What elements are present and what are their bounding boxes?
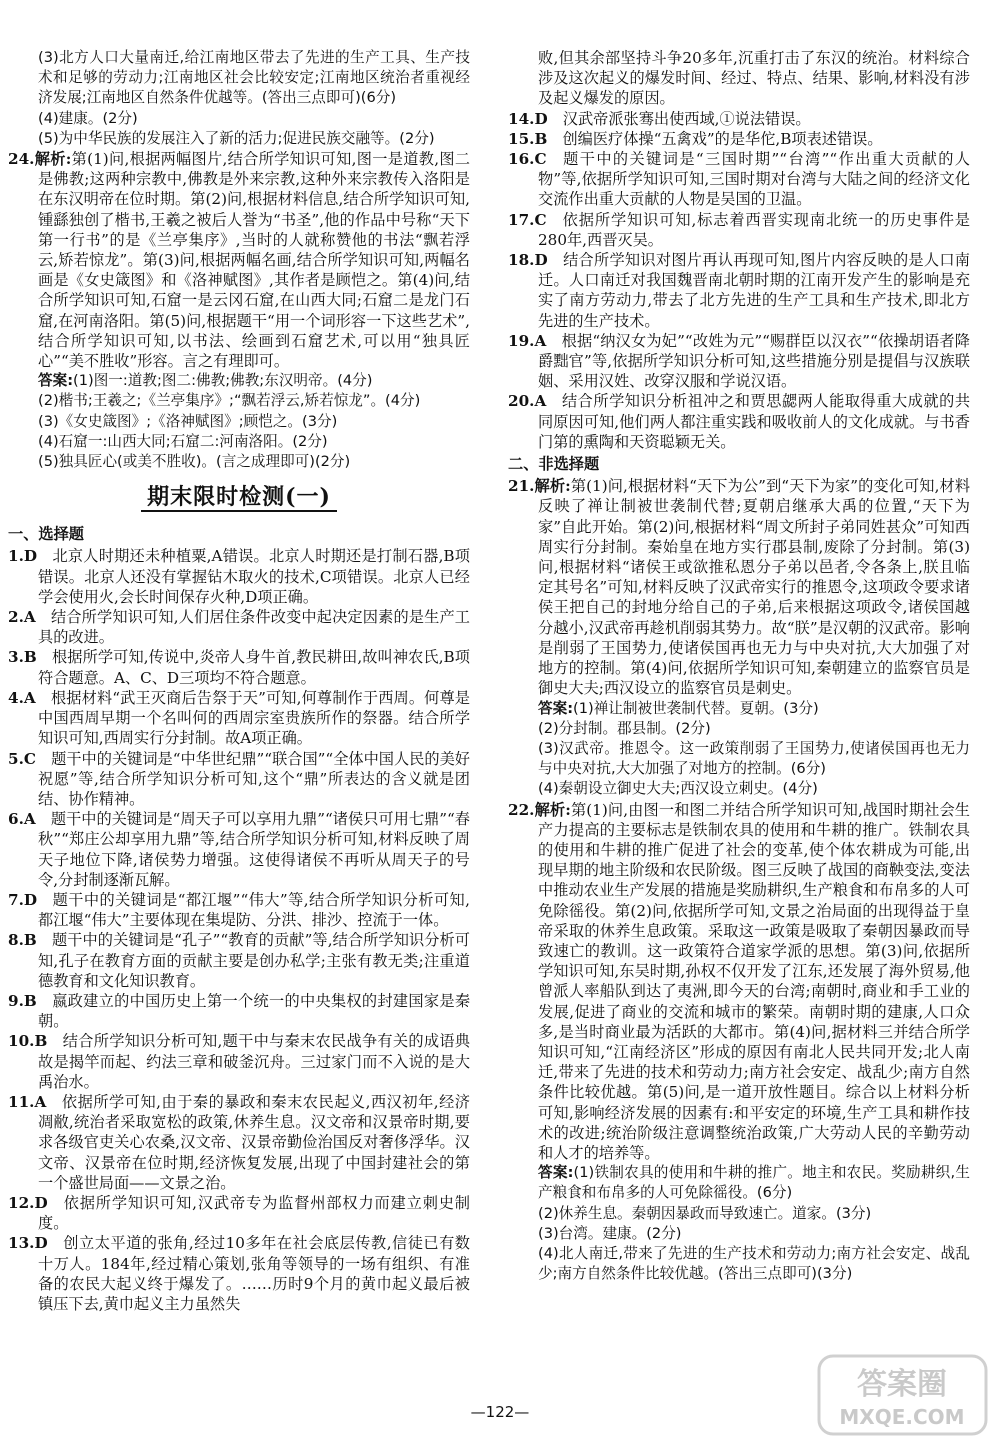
q13-continued: 败,但其余部坚持斗争20多年,沉重打击了东汉的统治。材料综合涉及这次起义的爆发时间、经过、特点、结果、影响,材料没有涉及起义爆发的原因。 <box>538 49 970 108</box>
question-24 <box>8 149 470 472</box>
spacer <box>548 251 563 269</box>
choice-number: 2. <box>8 608 24 627</box>
choice-number: 20. <box>508 392 535 411</box>
answer-line <box>508 779 970 799</box>
answer-text: (4)秦朝设立御史大夫;西汉设立刺史。(4分) <box>538 780 818 798</box>
choice-number: 17. <box>508 210 535 229</box>
answer-label: 答案: <box>538 699 574 717</box>
choice-number: 14. <box>508 109 535 128</box>
choice-answer: D <box>534 109 548 128</box>
choice-explanation: 题干中的关键词是“孔子”“教育的贡献”等,结合所学知识分析可知,孔子在教育方面的贡献主要是创办私学;主张有教无类;注重道德教育和文化知识教育。 <box>38 931 470 990</box>
choice-explanation: 北京人时期还未种植粟,A错误。北京人时期还是打制石器,B项错误。北京人还没有掌握钻木取火的技术,C项错误。北京人已经学会使用火,会长时间保存火种,D项正确。 <box>38 547 470 606</box>
analysis-label: 解析: <box>34 150 72 169</box>
question-number: 22. <box>508 800 535 819</box>
svg-text:MXQE.COM: MXQE.COM <box>839 1405 965 1429</box>
spacer <box>37 992 52 1010</box>
answer-text: (3)台湾。建康。(2分) <box>538 1224 682 1242</box>
analysis-label: 解析: <box>534 477 571 496</box>
answer-text: (1)铁制农具的使用和牛耕的推广。地主和农民。奖励耕织,生产粮食和布帛多的人可免除徭役。(6分) <box>538 1164 970 1202</box>
answer-line <box>8 432 470 452</box>
analysis-text: 第(1)问,由图一和图二并结合所学知识可知,战国时期社会生产力提高的主要标志是铁制农具的使用和牛耕的推广。铁制农具的使用和牛耕的推广促进了社会的变革,使个体农耕成为可能,出现早期的地主阶级和农民阶级。图三反映了战国的商鞅变法,变法中推动农业生产发展的措施是奖励耕织,生产粮食和布帛多的人可免除徭役。第(2)问,依据所学可知,文景之治局面的出现得益于皇帝采取的休养生息政策。采取这一政策是吸取了秦朝因暴政而导致速亡的教训。这一政策符合道家学派的思想。第(3)问,依据所学知识可知,东吴时期,孙权不仅开发了江东,还发展了海外贸易,他曾派人率船队到达了夷洲,即今天的台湾;南朝时,商业和手工业的发展,促进了商业的交流和城市的繁荣。南朝时期的建康,人口众多,是当时商业最为活跃的大都市。第(4)问,据材料三并结合所学知识可知,“江南经济区”形成的原因有南北人民共同开发;北人南迁,带来了先进的技术和劳动力;南方社会安定、战乱少;南方自然条件比较优越。第(5)问,是一道开放性题目。综合以上材料分析可知,影响经济发展的因素有:和平安定的环境,生产工具和耕作技术的改进;统治阶级注意调整统治政策,广大劳动人民的辛勤劳动和人才的培养等。 <box>538 800 970 1162</box>
spacer <box>37 891 52 909</box>
right-column <box>508 48 970 1284</box>
choice-answer: B <box>23 931 37 950</box>
choice-explanation: 嬴政建立的中国历史上第一个统一的中央集权的封建国家是秦朝。 <box>38 991 470 1031</box>
analysis-text: 第(1)问,根据材料“天下为公”到“天下为家”的变化可知,材料反映了禅让制被世袭制代替;夏朝启继承大禹的位置,“天下为家”自此开始。第(2)问,根据材料“周文所封子弟同姓甚众”可知西周实行分封制。秦始皇在地方实行郡县制,废除了分封制。第(3)问,根据材料“诸侯王或欲推私恩分子弟以邑者,令各条上,朕且临定其号名”可知,材料反映了汉武帝实行的推恩令,这项政令要求诸侯王把自己的封地分给自己的子弟,后来根据这项政令,诸侯国越分越小,汉武帝再趁机削弱其势力。故“朕”是汉朝的汉武帝。影响是削弱了王国势力,使诸侯国再也无力与中央对抗,大大加强了对地方的控制。第(4)问,依据所学知识可知,秦朝建立的监察官员是御史大夫;西汉设立的监察官员是刺史。 <box>538 477 971 698</box>
choice-explanation: 依据所学可知,由于秦的暴政和秦末农民起义,西汉初年,经济凋敝,统治者采取宽松的政策,休养生息。汉文帝和汉景帝时期,要求各级官吏关心农桑,汉文帝、汉景帝勤俭治国反对奢侈浮华。汉文帝、汉景帝在位时期,经济恢复发展,出现了中国封建社会的第一个盛世局面——文景之治。 <box>38 1092 470 1192</box>
choice-explanation: 依据所学知识可知,标志着西晋实现南北统一的历史事件是280年,西晋灭吴。 <box>538 210 970 249</box>
choice-explanation: 根据“纳汉女为妃”“改姓为元”“赐群臣以汉衣”“依操胡语者降爵黜官”等,依据所学知识分析可知,这些措施分别是提倡与汉族联姻、采用汉姓、改穿汉服和学说汉语。 <box>538 331 970 391</box>
answer-text: (2)楷书;王羲之;《兰亭集序》;“飘若浮云,矫若惊龙”。(4分) <box>38 392 421 410</box>
exam-title: 期末限时检测(一) <box>8 480 470 514</box>
analysis-paragraph <box>508 800 970 1164</box>
choice-item <box>8 1193 470 1233</box>
choice-number: 5. <box>8 749 24 768</box>
watermark-logo <box>815 1352 990 1438</box>
choice-item <box>8 930 470 991</box>
spacer <box>547 130 562 148</box>
choice-item <box>508 149 970 210</box>
choice-number: 12. <box>8 1193 35 1212</box>
choice-explanation: 根据所学可知,传说中,炎帝人身牛首,教民耕田,故叫神农氏,B项符合题意。A、C、D三项均不符合题意。 <box>38 648 470 687</box>
answer-label: 答案: <box>38 372 74 390</box>
answer-line <box>8 371 470 391</box>
answer-text: (5)独具匠心(或美不胜收)。(言之成理即可)(2分) <box>38 453 351 471</box>
section-1-title: 一、选择题 <box>8 525 84 544</box>
answer-text: (2)分封制。郡县制。(2分) <box>538 719 711 737</box>
answer-text: (4)北人南迁,带来了先进的生产技术和劳动力;南方社会安定、战乱少;南方自然条件比较优越。(答出三点即可)(3分) <box>538 1244 970 1283</box>
question-22 <box>508 800 970 1285</box>
choice-number: 7. <box>8 890 24 909</box>
choice-number: 19. <box>508 331 535 350</box>
answer-text: (1)禅让制被世袭制代替。夏朝。(3分) <box>573 699 819 717</box>
choice-number: 18. <box>508 251 535 270</box>
choice-answer: B <box>23 991 37 1010</box>
choice-number: 1. <box>8 547 24 566</box>
choice-explanation: 题干中的关键词是“都江堰”“伟大”等,结合所学知识分析可知,都江堰“伟大”主要体现在集堤防、分洪、排沙、控流于一体。 <box>38 890 470 930</box>
choice-explanation: 创立太平道的张角,经过10多年在社会底层传教,信徒已有数十万人。184年,经过精心策划,张角等领导的一场有组织、有准备的农民大起义终于爆发了。……历时9个月的黄巾起义最后被镇压下去,黄巾起义主力虽然失 <box>38 1234 470 1313</box>
page-number: —122— <box>470 1403 530 1421</box>
answer-text: (2)休养生息。秦朝因暴政而导致速亡。道家。(3分) <box>538 1204 872 1222</box>
choice-answer: D <box>23 890 38 909</box>
choice-item <box>8 1233 470 1314</box>
choice-item <box>508 331 970 392</box>
choice-item <box>508 210 970 250</box>
spacer <box>48 1194 63 1212</box>
choice-explanation: 结合所学知识分析祖冲之和贾思勰两人能取得重大成就的共同原因可知,他们两人都注重实践和吸收前人的文化成就。与书香门第的熏陶和天资聪颖无关。 <box>538 392 970 451</box>
choice-answer: A <box>34 1092 47 1111</box>
choice-number: 4. <box>8 688 24 707</box>
spacer <box>37 648 52 666</box>
choice-explanation: 结合所学知识对图片再认再现可知,图片内容反映的是人口南迁。人口南迁对我国魏晋南北朝时期的江南开发产生的影响是充实了南方劳动力,带去了北方先进的生产工具和生产技术,即北方先进的生产技术。 <box>538 251 970 330</box>
left-column <box>8 48 470 1314</box>
choice-item <box>8 1031 470 1092</box>
choice-number: 15. <box>508 129 535 148</box>
choice-number: 11. <box>8 1092 35 1111</box>
choice-explanation: 题干中的关键词是“中华世纪鼎”“联合国”“全体中国人民的美好祝愿”等,结合所学知识分析可知,这个“鼎”所表达的含义就是团结、协作精神。 <box>38 749 470 808</box>
choice-answer: C <box>23 749 36 768</box>
spacer <box>546 392 561 410</box>
answer-line <box>8 391 470 411</box>
answer-line: (3)北方人口大量南迁,给江南地区带去了先进的生产工具、生产技术和足够的劳动力;江南地区社会比较安定;江南地区统治者重视经济发展;江南地区自然条件优越等。(答出三点即可)(6分) <box>38 49 470 107</box>
answer-text: (4)石窟一:山西大同;石窟二:河南洛阳。(2分) <box>38 432 328 450</box>
analysis-label: 解析: <box>534 800 571 819</box>
question-number: 24. <box>8 150 35 169</box>
choice-answer: D <box>34 1193 48 1212</box>
choice-answer: A <box>534 331 547 350</box>
section-2-title: 二、非选择题 <box>508 455 600 474</box>
choice-number: 13. <box>8 1234 35 1253</box>
choice-explanation: 题干中的关键词是“周天子可以享用九鼎”“诸侯只可用七鼎”“春秋”“郑庄公却享用九鼎”等,结合所学知识分析可知,材料反映了周天子地位下降,诸侯势力增强。这使得诸侯不再听从周天子的号令,分封制逐渐瓦解。 <box>38 810 470 889</box>
spacer <box>36 689 51 707</box>
choice-number: 9. <box>8 991 24 1010</box>
choice-explanation: 依据所学知识可知,汉武帝专为监督州部权力而建立刺史制度。 <box>38 1193 470 1233</box>
answer-text: (3)汉武帝。推恩令。这一政策削弱了王国势力,使诸侯国再也无力与中央对抗,大大加强了对地方的控制。(6分) <box>538 739 970 778</box>
choice-answer: B <box>534 129 548 148</box>
choice-item <box>8 688 470 749</box>
choice-answer: D <box>34 1234 48 1253</box>
analysis-text: 第(1)问,根据两幅图片,结合所学知识可知,图一是道教,图二是佛教;这两种宗教中,佛教是外来宗教,这种外来宗教传入洛阳是在东汉明帝在位时期。第(2)问,根据材料信息,结合所学知识可知,锺繇独创了楷书,王羲之被后人誉为“书圣”,他的作品中号称“天下第一行书”的是《兰亭集序》,当时的人就称赞他的书法“飘若浮云,矫若惊龙”。第(3)问,根据两幅名画,结合所学知识可知,两幅名画是《女史箴图》和《洛神赋图》,其作者是顾恺之。第(4)问,结合所学知识可知,石窟一是云冈石窟,在山西大同;石窟二是龙门石窟,在河南洛阳。第(5)问,根据题干“用一个词形容一下这些艺术”,结合所学知识可知,以书法、绘画到石窟艺术,可以用“独具匠心”“美不胜收”形容。言之有理即可。 <box>38 150 471 371</box>
spacer <box>37 547 52 565</box>
choice-item <box>8 749 470 810</box>
answer-text: (3)《女史箴图》;《洛神赋图》;顾恺之。(3分) <box>38 412 338 430</box>
answer-line <box>508 719 970 739</box>
answer-line <box>508 699 970 719</box>
choice-answer: B <box>23 648 37 667</box>
choices-left <box>8 546 470 1314</box>
choice-answer: C <box>534 210 547 229</box>
choice-answer: A <box>23 688 36 707</box>
choice-item <box>8 991 470 1031</box>
answer-line <box>508 739 970 779</box>
answer-line <box>508 1204 970 1224</box>
choice-item <box>8 1092 470 1193</box>
choice-answer: A <box>534 392 547 411</box>
analysis-paragraph <box>8 149 470 371</box>
spacer <box>48 1234 63 1252</box>
answer-text: (1)图一:道教;图二:佛教;佛教;东汉明帝。(4分) <box>73 372 373 390</box>
spacer <box>36 608 51 626</box>
spacer <box>548 110 563 128</box>
choice-item <box>8 890 470 930</box>
choice-explanation: 结合所学知识可知,人们居住条件改变中起决定因素的是生产工具的改进。 <box>38 608 470 647</box>
question-number: 21. <box>508 477 535 496</box>
spacer <box>547 211 562 229</box>
choice-item <box>508 109 970 129</box>
choice-item <box>508 129 970 149</box>
choices-right <box>508 109 970 452</box>
choice-answer: D <box>23 547 38 566</box>
choice-answer: D <box>534 251 548 270</box>
choice-explanation: 结合所学知识分析可知,题干中与秦末农民战争有关的成语典故是揭竿而起、约法三章和破釜沉舟。三过家门而不入说的是大禹治水。 <box>38 1032 470 1091</box>
answer-line: (5)为中华民族的发展注入了新的活力;促进民族交融等。(2分) <box>38 129 435 147</box>
choice-item <box>8 809 470 890</box>
choice-item <box>8 647 470 687</box>
answer-line <box>508 1224 970 1244</box>
choice-item <box>8 546 470 607</box>
choice-explanation: 创编医疗体操“五禽戏”的是华佗,B项表述错误。 <box>562 129 883 148</box>
choice-answer: A <box>23 810 36 829</box>
choice-number: 10. <box>8 1032 35 1051</box>
analysis-paragraph <box>508 476 970 698</box>
choice-answer: A <box>23 608 36 627</box>
spacer <box>36 750 51 768</box>
choice-explanation: 汉武帝派张骞出使西域,①说法错误。 <box>562 109 811 128</box>
choice-number: 6. <box>8 810 24 829</box>
answer-line: (4)建康。(2分) <box>38 109 138 127</box>
answer-label: 答案: <box>538 1164 574 1182</box>
spacer <box>46 1093 61 1111</box>
svg-text:答案圈: 答案圈 <box>857 1367 947 1402</box>
choice-item <box>508 250 970 331</box>
answer-line <box>508 1244 970 1284</box>
answer-line <box>508 1163 970 1203</box>
choice-number: 3. <box>8 648 24 667</box>
q23-answers-continued <box>8 48 470 149</box>
answer-line <box>8 452 470 472</box>
choice-explanation: 题干中的关键词是“三国时期”“台湾”“作出重大贡献的人物”等,依据所学知识可知,三国时期对台湾与大陆之间的经济文化交流作出重大贡献的人物是吴国的卫温。 <box>538 150 970 209</box>
choice-explanation: 根据材料“武王灭商后告祭于天”可知,何尊制作于西周。何尊是中国西周早期一个名叫何的西周宗室贵族所作的祭器。结合所学知识可知,西周实行分封制。故A项正确。 <box>38 688 470 748</box>
choice-item <box>8 607 470 647</box>
spacer <box>36 810 51 828</box>
spacer <box>47 1032 62 1050</box>
choice-item <box>508 391 970 452</box>
choice-answer: C <box>534 150 547 169</box>
choice-answer: B <box>34 1032 48 1051</box>
spacer <box>37 931 52 949</box>
spacer <box>547 150 562 168</box>
spacer <box>546 332 561 350</box>
choice-number: 8. <box>8 931 24 950</box>
answer-line <box>8 412 470 432</box>
choice-number: 16. <box>508 150 535 169</box>
question-21 <box>508 476 970 799</box>
